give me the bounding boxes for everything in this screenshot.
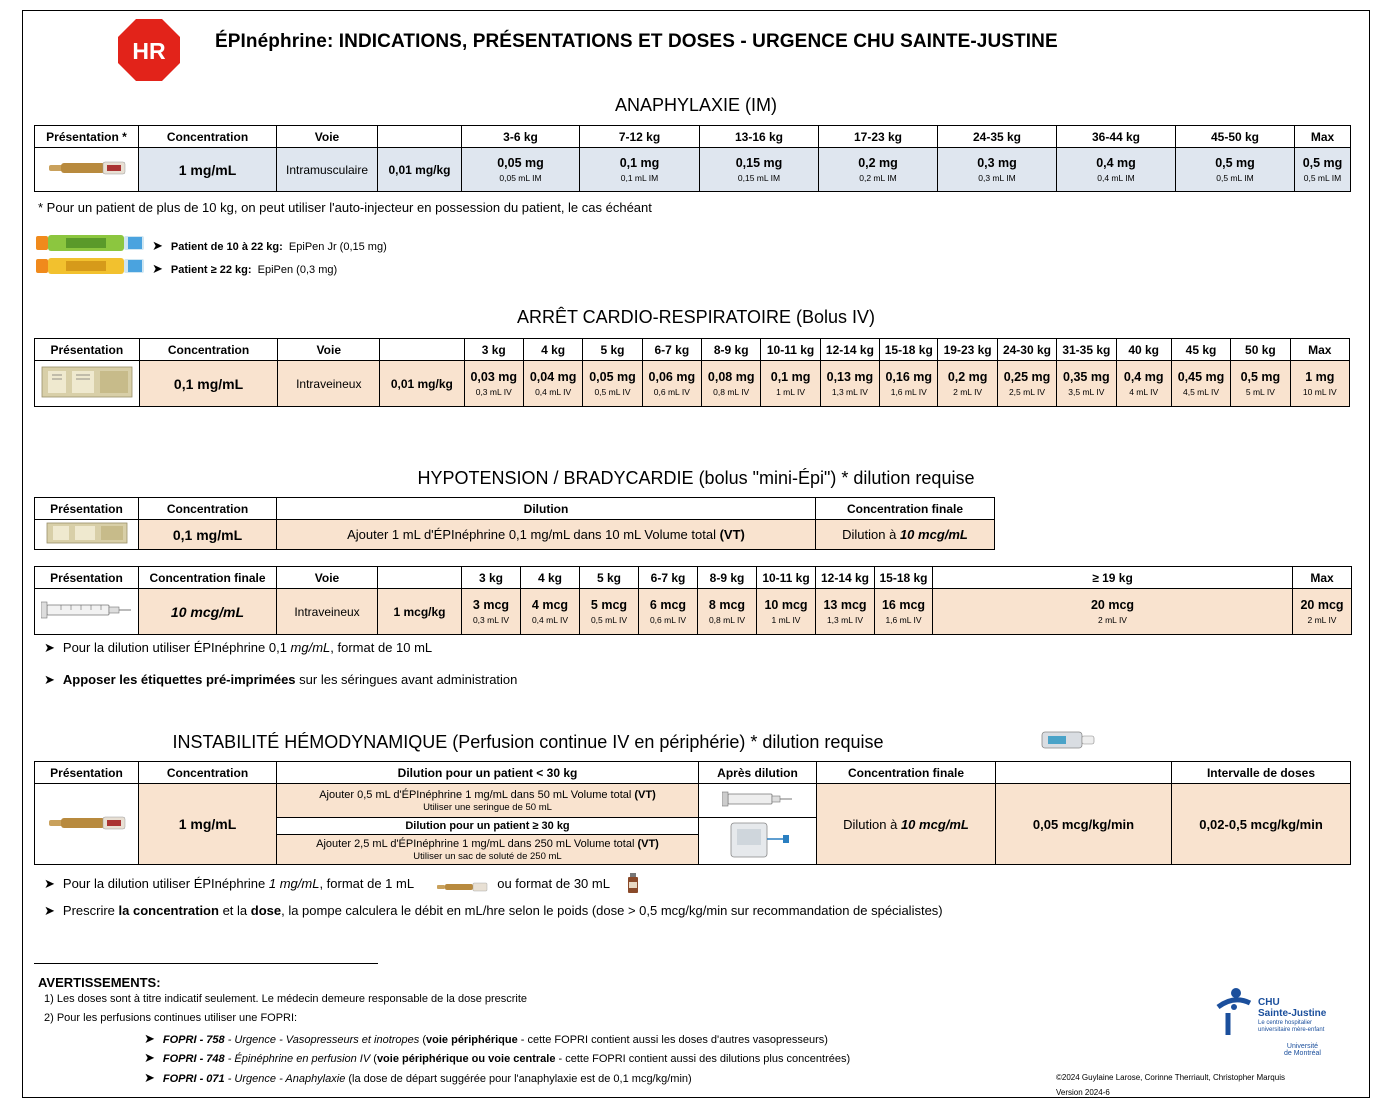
weight-dose-cell	[1171, 361, 1230, 407]
weight-dose-cell	[875, 589, 933, 635]
dose-volume: 1,6 mL IV	[885, 615, 922, 625]
dose-amount: 0,5 mg	[1240, 370, 1281, 384]
weight-dose-cell	[462, 148, 580, 192]
col-header: 24-35 kg	[938, 126, 1057, 148]
iv-bag-image	[699, 818, 817, 865]
chu-sainte-justine-logo: CHU Sainte-Justine Le centre hospitalier universitaire mère-enfant	[1214, 985, 1344, 1045]
infusion-pump-icon	[1040, 728, 1098, 757]
col-header: Concentration	[139, 339, 278, 361]
weight-dose-cell	[1116, 361, 1171, 407]
dose-initiale-value: 0,05 mcg/kg/min	[996, 784, 1172, 865]
weight-dose-cell	[997, 361, 1056, 407]
col-header: 3-6 kg	[462, 126, 580, 148]
vial-box-image	[35, 361, 140, 407]
dose-amount: 0,45 mg	[1177, 370, 1225, 384]
weight-dose-cell	[880, 361, 938, 407]
copyright: ©2024 Guylaine Larose, Corinne Therriault, Christopher Marquis	[1056, 1073, 1285, 1082]
weight-dose-cell	[523, 361, 582, 407]
page-title: ÉPInéphrine: INDICATIONS, PRÉSENTATIONS ET DOSES - URGENCE CHU SAINTE-JUSTINE	[215, 31, 1058, 52]
weight-dose-cell	[938, 361, 997, 407]
weight-dose-cell	[642, 361, 701, 407]
dose-volume: 0,3 mL IV	[472, 615, 510, 625]
syringe-image	[35, 589, 139, 635]
fopri-748: ➤ FOPRI - 748 - Épinéphrine en perfusion IV (voie périphérique ou voie centrale - cette FOPRI contient aussi des dilutions plus concentrées)	[144, 1050, 851, 1065]
weight-dose-cell	[639, 589, 698, 635]
vial-box-image	[35, 520, 139, 550]
dose-amount: 0,04 mg	[529, 370, 577, 384]
dose-volume: 2 mL IV	[953, 387, 983, 397]
col-header: 12-14 kg	[820, 339, 879, 361]
col-header-dose: Dose	[378, 567, 462, 589]
concentration-value: 10 mcg/mL	[170, 603, 245, 620]
dose-amount: 13 mcg	[823, 598, 867, 612]
weight-dose-cell	[700, 148, 819, 192]
intervalle-doses-value: 0,02-0,5 mcg/kg/min	[1172, 784, 1351, 865]
dose-value: 0,01 mg/kg	[380, 361, 465, 407]
ampoule-small-icon	[437, 882, 489, 892]
dose-volume: 1,3 mL IV	[831, 387, 868, 397]
avertissement-1: 1) Les doses sont à titre indicatif seulement. Le médecin demeure responsable de la dose prescrite	[44, 993, 528, 1005]
dose-amount: 0,15 mg	[735, 156, 783, 170]
col-header: 31-35 kg	[1057, 339, 1116, 361]
col-header: Intervalle de doses	[1172, 762, 1351, 784]
concentration-value: 1 mg/mL	[178, 816, 237, 832]
col-header: Dilution	[277, 498, 816, 520]
dose-amount: 0,1 mg	[619, 156, 660, 170]
voie-value: Intramusculaire	[277, 148, 378, 192]
col-header: 8-9 kg	[698, 567, 757, 589]
weight-dose-cell	[1231, 361, 1290, 407]
dose-value: 0,01 mg/kg	[378, 148, 462, 192]
voie-value: Intraveineux	[277, 589, 378, 635]
col-header: 50 kg	[1231, 339, 1290, 361]
dose-volume: 0,05 mL IM	[499, 173, 542, 183]
section-title-anaphylaxie: ANAPHYLAXIE (IM)	[614, 95, 778, 115]
dose-volume: 1 mL IV	[771, 615, 801, 625]
col-header: Max	[1290, 339, 1349, 361]
dose-volume: 10 mL IV	[1302, 387, 1337, 397]
dose-amount: 0,06 mg	[648, 370, 696, 384]
chu-logo-icon	[1214, 985, 1256, 1037]
dose-volume: 0,4 mL IV	[535, 387, 572, 397]
dose-volume: 0,5 mL IM	[1216, 173, 1254, 183]
section-title-instabilite: INSTABILITÉ HÉMODYNAMIQUE (Perfusion continue IV en périphérie) * dilution requise	[172, 732, 884, 752]
dose-amount: 0,2 mg	[858, 156, 898, 170]
avertissements-title: AVERTISSEMENTS:	[38, 975, 161, 990]
col-header: 36-44 kg	[1057, 126, 1176, 148]
weight-dose-cell	[580, 148, 700, 192]
instabilite-note-2: ➤ Prescrire la concentration et la dose, la pompe calculera le débit en mL/hre selon le poids (dose > 0,5 mcg/kg/min sur recommandation de spécialistes)	[44, 903, 943, 918]
dose-amount: 6 mcg	[649, 598, 687, 612]
dose-volume: 5 mL IV	[1245, 387, 1275, 397]
weight-dose-cell	[1295, 148, 1351, 192]
col-header: 5 kg	[580, 567, 639, 589]
col-header: Après dilution	[699, 762, 817, 784]
dose-amount: 8 mcg	[708, 598, 746, 612]
vial-30ml-icon	[627, 873, 639, 893]
col-header: Concentration finale	[139, 567, 277, 589]
hypotension-note-2: ➤ Apposer les étiquettes pré-imprimées sur les séringues avant administration	[44, 672, 518, 687]
col-header: 6-7 kg	[639, 567, 698, 589]
dose-volume: 0,5 mL IM	[1303, 173, 1342, 183]
col-header: Voie	[277, 126, 378, 148]
col-header: Présentation	[35, 567, 139, 589]
col-header: Présentation *	[35, 126, 139, 148]
dose-volume: 4,5 mL IV	[1182, 387, 1220, 397]
dose-amount: 0,3 mg	[977, 156, 1017, 170]
col-header: 24-30 kg	[997, 339, 1056, 361]
dilution-under-30kg: Ajouter 0,5 mL d'ÉPInéphrine 1 mg/mL dans 50 mL Volume total (VT) Utiliser une seringue de 50 mL	[277, 784, 699, 818]
col-header: 10-11 kg	[761, 339, 820, 361]
weight-dose-cell	[761, 361, 820, 407]
instabilite-table	[34, 761, 1351, 865]
dose-volume: 3,5 mL IV	[1068, 387, 1105, 397]
syringe-50ml-image	[699, 784, 817, 818]
weight-dose-cell	[1057, 361, 1116, 407]
dose-volume: 0,4 mL IV	[531, 615, 569, 625]
col-header: Voie	[278, 339, 380, 361]
dose-volume: 0,6 mL IV	[653, 387, 690, 397]
weight-dose-cell	[462, 589, 521, 635]
dose-volume: 0,15 mL IM	[737, 173, 781, 183]
universite-montreal-logo: Université de Montréal	[1284, 1043, 1321, 1057]
concentration-value: 0,1 mg/mL	[173, 375, 244, 392]
col-header: 10-11 kg	[757, 567, 816, 589]
ampoule-image	[35, 784, 139, 865]
dose-volume: 0,5 mL IV	[590, 615, 628, 625]
hypotension-note-1: ➤ Pour la dilution utiliser ÉPInéphrine 0,1 mg/mL, format de 10 mL	[44, 640, 433, 655]
dose-amount: 4 mcg	[531, 598, 569, 612]
dose-volume: 0,4 mL IM	[1097, 173, 1135, 183]
col-header: ≥ 19 kg	[933, 567, 1293, 589]
weight-dose-cell	[698, 589, 757, 635]
dose-amount: 10 mcg	[764, 598, 808, 612]
col-header: 45 kg	[1171, 339, 1230, 361]
dilution-over-30kg: Ajouter 2,5 mL d'ÉPInéphrine 1 mg/mL dans 250 mL Volume total (VT) Utiliser un sac de soluté de 250 mL	[277, 835, 699, 865]
dose-amount: 16 mcg	[881, 598, 926, 612]
dose-volume: 0,6 mL IV	[649, 615, 687, 625]
dilution-instruction: Ajouter 1 mL d'ÉPInéphrine 0,1 mg/mL dans 10 mL Volume total (VT)	[277, 520, 816, 550]
dose-volume: 0,3 mL IV	[475, 387, 512, 397]
col-header: Max	[1295, 126, 1351, 148]
col-header: 45-50 kg	[1176, 126, 1295, 148]
weight-dose-cell	[820, 361, 879, 407]
dose-volume: 1,3 mL IV	[826, 615, 864, 625]
dose-amount: 0,25 mg	[1003, 370, 1051, 384]
col-header: Concentration finale	[817, 762, 996, 784]
weight-dose-cell	[580, 589, 639, 635]
col-header: 5 kg	[583, 339, 642, 361]
col-header: Présentation	[35, 339, 140, 361]
dose-amount: 0,4 mg	[1096, 156, 1136, 170]
dose-amount: 0,5 mg	[1215, 156, 1255, 170]
anaphylaxie-footnote: * Pour un patient de plus de 10 kg, on peut utiliser l'auto-injecteur en possession du patient, le cas échéant	[38, 200, 652, 215]
dose-volume: 1,6 mL IV	[890, 387, 927, 397]
divider	[34, 963, 378, 964]
concentration-value: 1 mg/mL	[178, 161, 237, 178]
ampoule-image	[35, 148, 139, 192]
dose-volume: 0,2 mL IM	[859, 173, 897, 183]
dose-amount: 0,2 mg	[947, 370, 988, 384]
weight-dose-cell	[1290, 361, 1349, 407]
dose-amount: 1 mg	[1305, 370, 1335, 384]
section-title-hypotension: HYPOTENSION / BRADYCARDIE (bolus "mini-Épi") * dilution requise	[417, 468, 975, 488]
col-header-dose: Dose	[380, 339, 465, 361]
weight-dose-cell	[819, 148, 938, 192]
fopri-758: ➤ FOPRI - 758 - Urgence - Vasopresseurs et inotropes (voie périphérique - cette FOPRI contient aussi les doses d'autres vasopresseurs)	[144, 1031, 828, 1046]
col-header: Max	[1293, 567, 1352, 589]
hr-octagon-icon	[117, 18, 181, 82]
dose-value: 1 mcg/kg	[378, 589, 462, 635]
col-header: 3 kg	[462, 567, 521, 589]
weight-dose-cell	[521, 589, 580, 635]
col-header: 15-18 kg	[880, 339, 938, 361]
col-header: 7-12 kg	[580, 126, 700, 148]
col-header: Concentration	[139, 762, 277, 784]
dose-volume: 2 mL IV	[1098, 615, 1127, 625]
col-header: Voie	[277, 567, 378, 589]
dose-amount: 0,1 mg	[770, 370, 811, 384]
dose-amount: 0,05 mg	[497, 156, 544, 170]
dose-amount: 20 mcg	[1090, 598, 1135, 612]
section-title-arret: ARRÊT CARDIO-RESPIRATOIRE (Bolus IV)	[516, 307, 876, 327]
dose-volume: 4 mL IV	[1129, 387, 1159, 397]
epipen-note: ➤ Patient ≥ 22 kg: EpiPen (0,3 mg)	[152, 261, 338, 276]
weight-dose-cell	[702, 361, 761, 407]
version: Version 2024-6	[1056, 1088, 1110, 1097]
epipen-image	[36, 257, 146, 280]
instabilite-note-1: ➤ Pour la dilution utiliser ÉPInéphrine 1 mg/mL, format de 1 mL ou format de 30 mL	[44, 873, 639, 896]
col-header: 13-16 kg	[700, 126, 819, 148]
final-concentration: Dilution à 10 mcg/mL	[817, 784, 996, 865]
col-header: 8-9 kg	[702, 339, 761, 361]
col-header: 3 kg	[464, 339, 523, 361]
col-header: Concentration finale	[816, 498, 995, 520]
weight-dose-cell	[1176, 148, 1295, 192]
col-header: Présentation	[35, 762, 139, 784]
col-header: 4 kg	[523, 339, 582, 361]
col-header: Présentation	[35, 498, 139, 520]
dose-volume: 2,5 mL IV	[1008, 387, 1046, 397]
col-header-dose-initiale: Dose initiale suggérée	[996, 762, 1172, 784]
col-header: 40 kg	[1116, 339, 1171, 361]
epipen-jr-image	[36, 234, 146, 257]
dose-volume: 0,5 mL IV	[594, 387, 631, 397]
col-header: Concentration	[139, 126, 277, 148]
dose-amount: 0,08 mg	[707, 370, 755, 384]
dose-amount: 20 mcg	[1300, 598, 1344, 612]
dose-volume: 0,8 mL IV	[708, 615, 746, 625]
dose-amount: 0,03 mg	[470, 370, 518, 384]
svg-text:HR: HR	[132, 38, 166, 64]
dose-volume: 1 mL IV	[776, 387, 806, 397]
weight-dose-cell	[464, 361, 523, 407]
weight-dose-cell	[757, 589, 816, 635]
avertissement-2: 2) Pour les perfusions continues utiliser une FOPRI:	[44, 1012, 298, 1024]
dilution-over-30kg-header: Dilution pour un patient ≥ 30 kg	[277, 818, 699, 835]
col-header: Dilution pour un patient < 30 kg	[277, 762, 699, 784]
epipen-jr-note: ➤ Patient de 10 à 22 kg: EpiPen Jr (0,15 mg)	[152, 238, 387, 253]
dose-volume: 0,8 mL IV	[713, 387, 750, 397]
dose-amount: 0,35 mg	[1063, 370, 1110, 384]
dose-amount: 0,05 mg	[589, 370, 636, 384]
col-header: 6-7 kg	[642, 339, 701, 361]
col-header: 15-18 kg	[875, 567, 933, 589]
weight-dose-cell	[1293, 589, 1352, 635]
dose-amount: 0,16 mg	[885, 370, 933, 384]
weight-dose-cell	[938, 148, 1057, 192]
col-header-dose: Dose	[378, 126, 462, 148]
dose-amount: 0,5 mg	[1302, 156, 1343, 170]
weight-dose-cell	[583, 361, 642, 407]
col-header: 17-23 kg	[819, 126, 938, 148]
weight-dose-cell	[816, 589, 875, 635]
dose-amount: 3 mcg	[472, 598, 510, 612]
col-header: 4 kg	[521, 567, 580, 589]
dose-amount: 0,4 mg	[1123, 370, 1164, 384]
fopri-071: ➤ FOPRI - 071 - Urgence - Anaphylaxie (la dose de départ suggérée pour l'anaphylaxie est de 0,1 mcg/kg/min)	[144, 1070, 692, 1085]
col-header: 19-23 kg	[938, 339, 997, 361]
hypotension-dilution-table	[34, 497, 995, 550]
arret-table	[34, 338, 1350, 407]
concentration-value: 0,1 mg/mL	[172, 526, 243, 543]
hypotension-dose-table	[34, 566, 1352, 635]
weight-dose-cell	[1057, 148, 1176, 192]
voie-value: Intraveineux	[278, 361, 380, 407]
final-concentration: Dilution à 10 mcg/mL	[816, 520, 995, 550]
dose-amount: 0,13 mg	[826, 370, 874, 384]
dose-volume: 0,1 mL IM	[620, 173, 659, 183]
col-header: Concentration	[139, 498, 277, 520]
col-header: 12-14 kg	[816, 567, 875, 589]
dose-volume: 2 mL IV	[1307, 615, 1337, 625]
weight-dose-cell	[933, 589, 1293, 635]
anaphylaxie-table	[34, 125, 1351, 192]
dose-volume: 0,3 mL IM	[978, 173, 1016, 183]
dose-amount: 5 mcg	[590, 598, 628, 612]
